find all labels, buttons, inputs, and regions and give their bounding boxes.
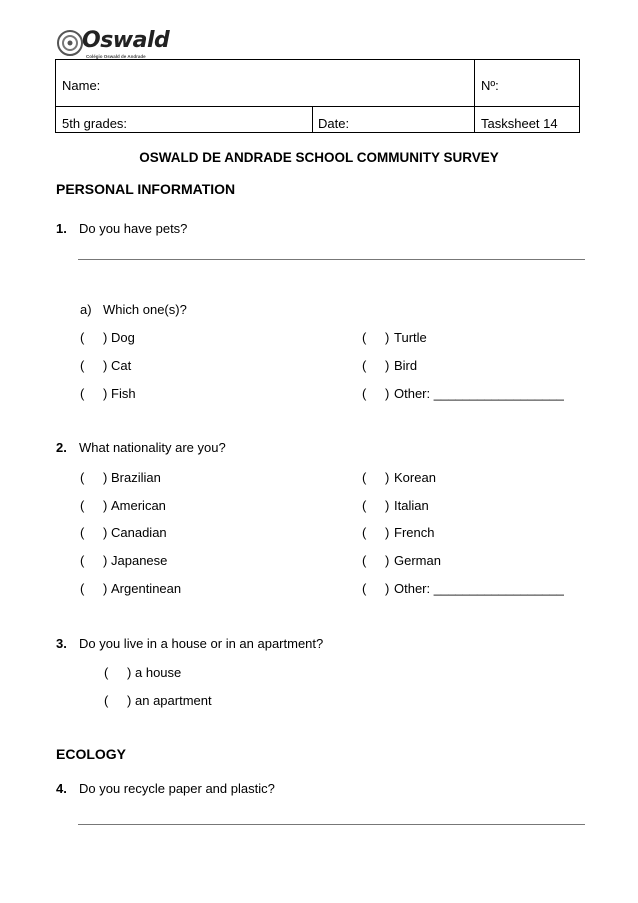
checkbox-close[interactable]: ): [385, 358, 390, 373]
number-field-label[interactable]: Nº:: [481, 78, 499, 93]
date-field-label[interactable]: Date:: [318, 116, 350, 131]
question-1-answer-line[interactable]: [78, 259, 585, 260]
name-field-label[interactable]: Name:: [62, 78, 101, 93]
option-label: Canadian: [111, 525, 167, 540]
checkbox-close[interactable]: ): [103, 525, 108, 540]
checkbox-open[interactable]: (: [80, 386, 85, 401]
option-label: Brazilian: [111, 470, 161, 485]
checkbox-close[interactable]: ): [385, 386, 390, 401]
option-label: French: [394, 525, 435, 540]
question-1a-label: a): [80, 302, 92, 317]
question-4-number: 4.: [56, 781, 67, 796]
checkbox-close[interactable]: ): [385, 525, 390, 540]
checkbox-open[interactable]: (: [362, 525, 367, 540]
survey-title: OSWALD DE ANDRADE SCHOOL COMMUNITY SURVEY: [139, 150, 499, 165]
checkbox-close[interactable]: ): [103, 581, 108, 596]
option-label: an apartment: [135, 693, 212, 708]
checkbox-open[interactable]: (: [362, 581, 367, 596]
checkbox-close[interactable]: ): [103, 553, 108, 568]
checkbox-close[interactable]: ): [385, 330, 390, 345]
checkbox-open[interactable]: (: [362, 330, 367, 345]
checkbox-close[interactable]: ): [385, 581, 390, 596]
option-label: American: [111, 498, 166, 513]
question-4-answer-line[interactable]: [78, 824, 585, 825]
question-4-text: Do you recycle paper and plastic?: [79, 781, 275, 796]
logo-wordmark: Oswald: [82, 28, 170, 53]
checkbox-close[interactable]: ): [103, 498, 108, 513]
option-label: Other: __________________: [394, 581, 564, 596]
checkbox-close[interactable]: ): [103, 358, 108, 373]
option-label: Other: __________________: [394, 386, 564, 401]
question-2-number: 2.: [56, 440, 67, 455]
option-label: Turtle: [394, 330, 427, 345]
checkbox-open[interactable]: (: [362, 498, 367, 513]
question-2-text: What nationality are you?: [79, 440, 226, 455]
checkbox-open[interactable]: (: [362, 358, 367, 373]
option-label: Fish: [111, 386, 136, 401]
checkbox-open[interactable]: (: [80, 358, 85, 373]
checkbox-open[interactable]: (: [80, 470, 85, 485]
section-heading-ecology: ECOLOGY: [56, 746, 127, 762]
checkbox-close[interactable]: ): [103, 470, 108, 485]
checkbox-close[interactable]: ): [385, 498, 390, 513]
option-label: Dog: [111, 330, 135, 345]
option-label: Japanese: [111, 553, 168, 568]
checkbox-close[interactable]: ): [103, 386, 108, 401]
option-label: Bird: [394, 358, 418, 373]
logo-tagline: Colégio Oswald de Andrade: [86, 54, 146, 59]
question-3-text: Do you live in a house or in an apartment?: [79, 636, 324, 651]
checkbox-close[interactable]: ): [127, 665, 132, 680]
checkbox-open[interactable]: (: [80, 581, 85, 596]
checkbox-open[interactable]: (: [104, 693, 109, 708]
student-info-table: [55, 59, 580, 133]
question-1-text: Do you have pets?: [79, 221, 188, 236]
checkbox-open[interactable]: (: [362, 386, 367, 401]
option-label: Cat: [111, 358, 132, 373]
checkbox-close[interactable]: ): [127, 693, 132, 708]
option-label: German: [394, 553, 441, 568]
checkbox-open[interactable]: (: [362, 470, 367, 485]
checkbox-open[interactable]: (: [362, 553, 367, 568]
checkbox-open[interactable]: (: [104, 665, 109, 680]
tasksheet-label: Tasksheet 14: [481, 116, 558, 131]
option-label: Italian: [394, 498, 429, 513]
checkbox-open[interactable]: (: [80, 525, 85, 540]
question-1-number: 1.: [56, 221, 67, 236]
checkbox-open[interactable]: (: [80, 498, 85, 513]
option-label: Korean: [394, 470, 436, 485]
checkbox-open[interactable]: (: [80, 553, 85, 568]
checkbox-close[interactable]: ): [103, 330, 108, 345]
section-heading-personal: PERSONAL INFORMATION: [56, 181, 236, 197]
question-3-number: 3.: [56, 636, 67, 651]
option-label: a house: [135, 665, 182, 680]
grade-field-label[interactable]: 5th grades:: [62, 116, 128, 131]
option-label: Argentinean: [111, 581, 182, 596]
checkbox-close[interactable]: ): [385, 470, 390, 485]
question-1a-text: Which one(s)?: [103, 302, 187, 317]
checkbox-close[interactable]: ): [385, 553, 390, 568]
checkbox-open[interactable]: (: [80, 330, 85, 345]
